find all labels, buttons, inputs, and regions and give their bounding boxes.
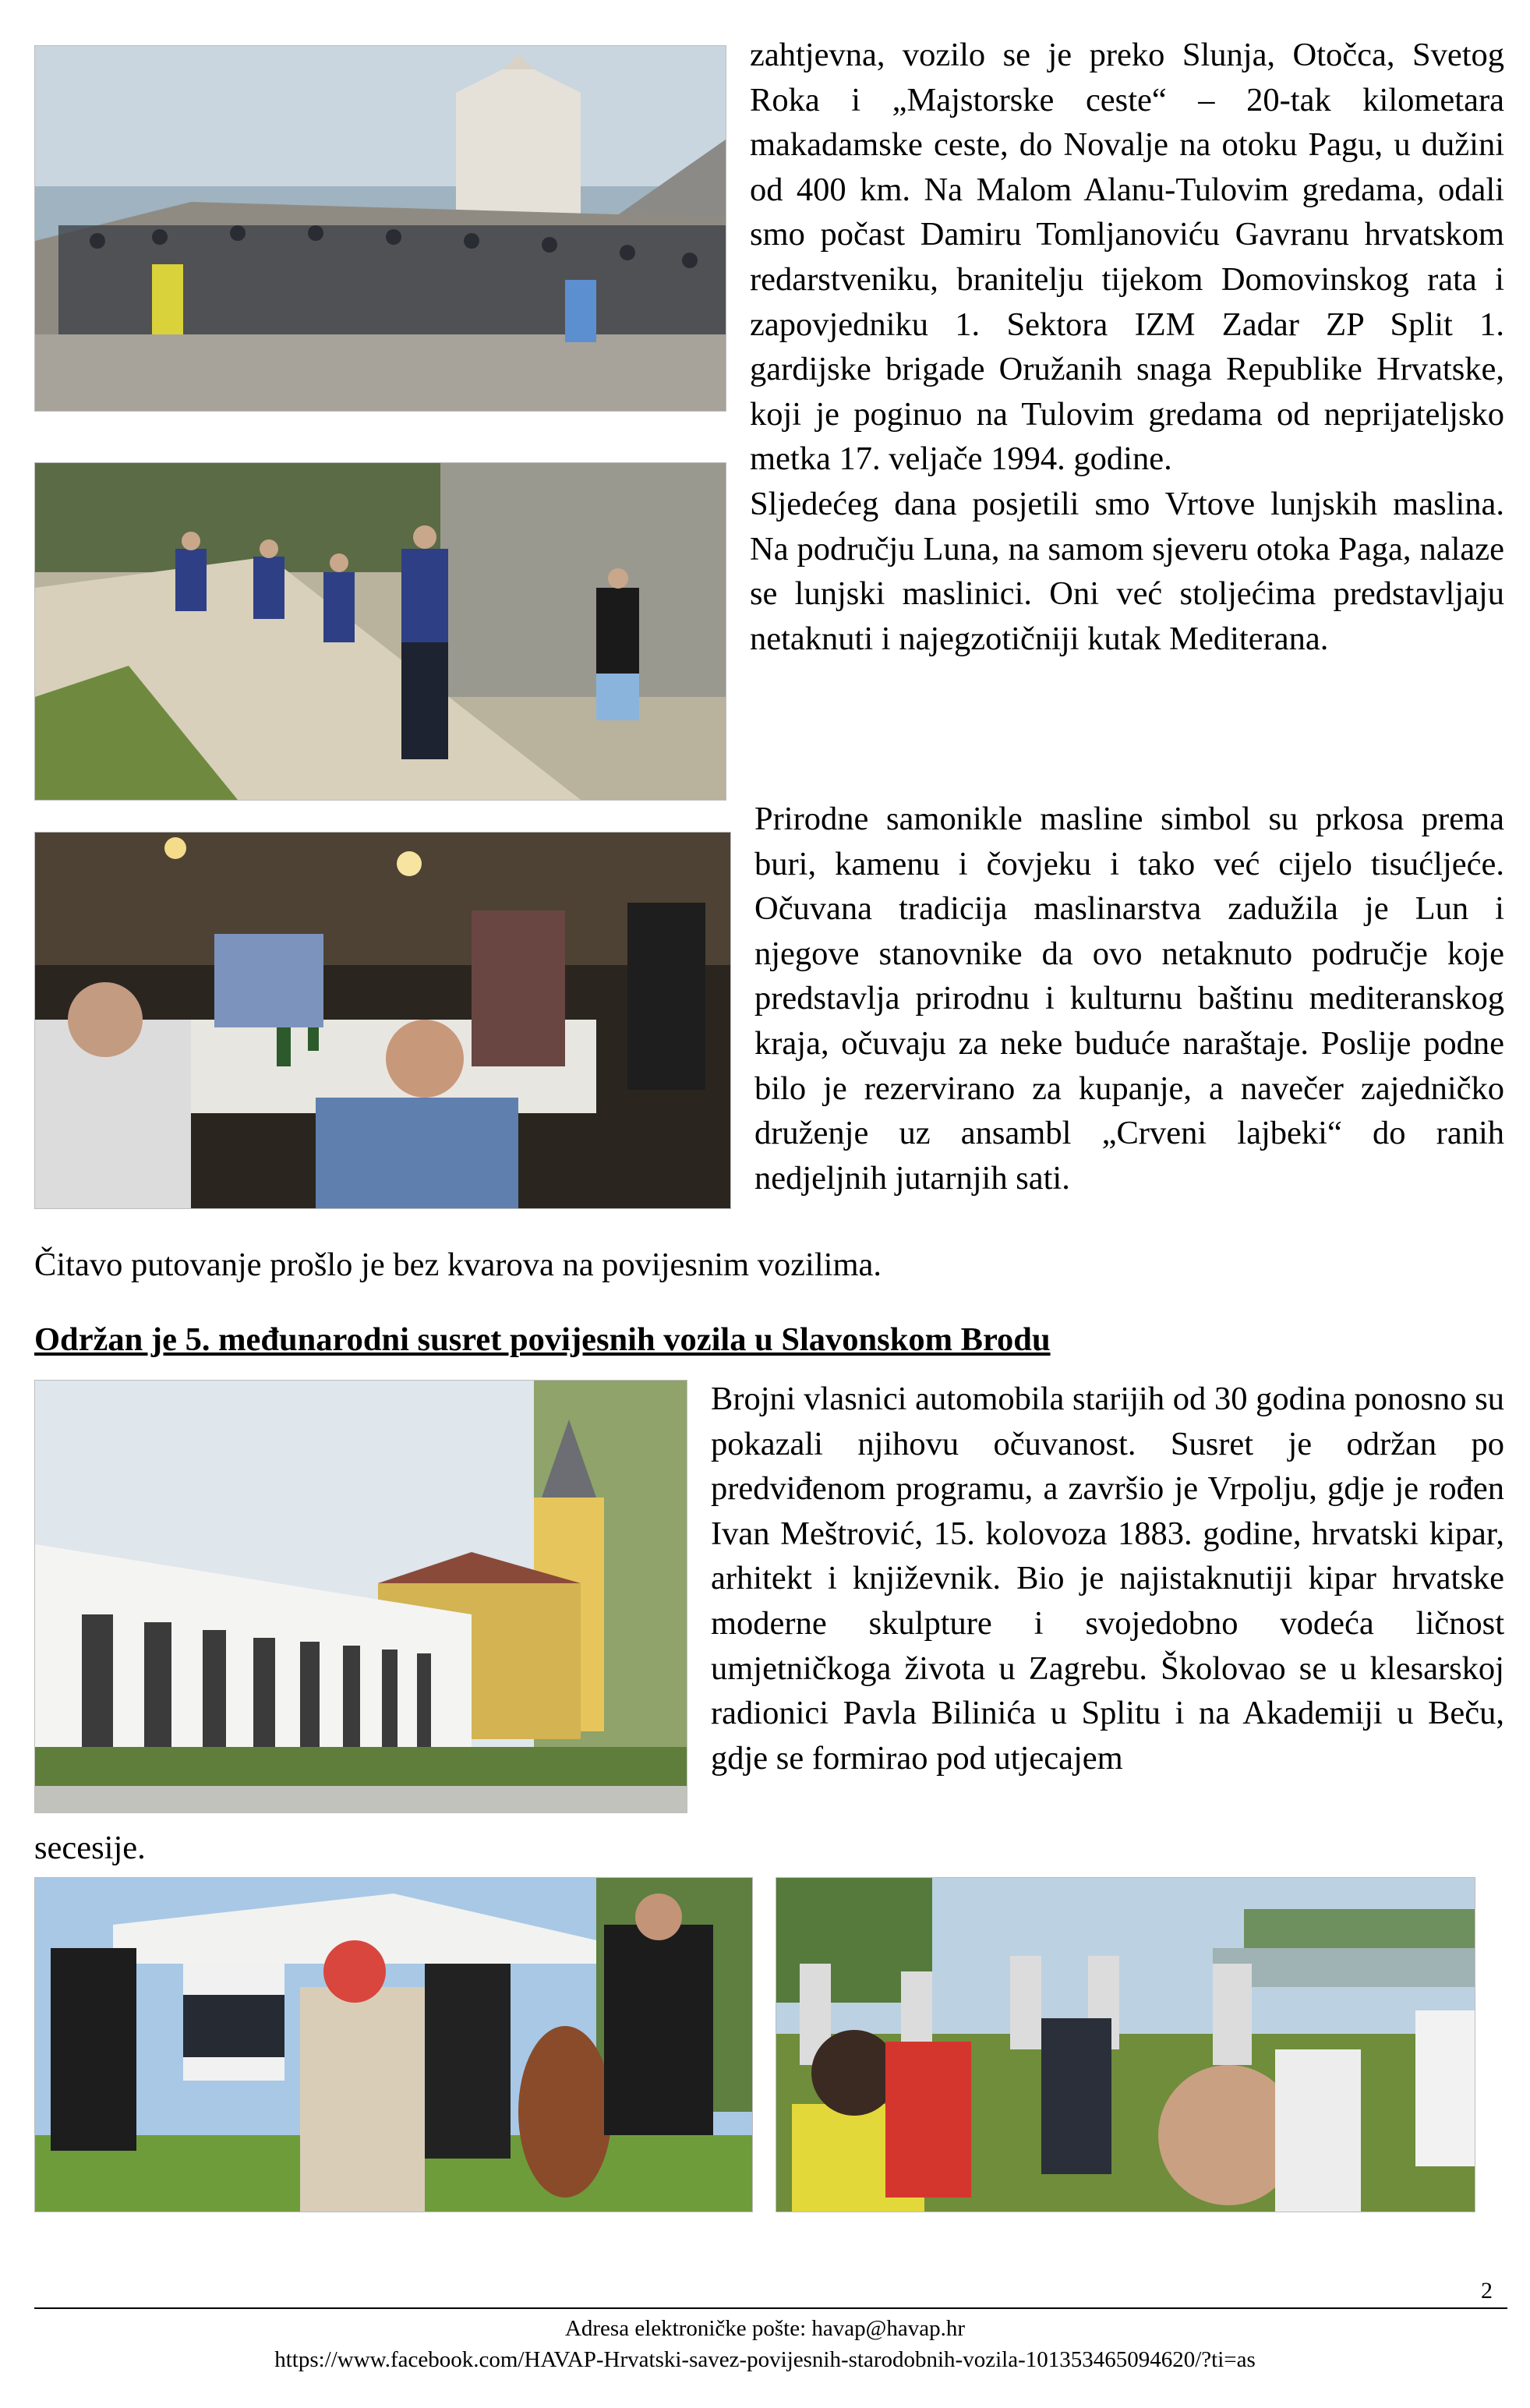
footer-divider [34,2307,1507,2309]
paragraph-olive-tradition: Prirodne samonikle masline simbol su prkosa prema buri, kamenu i čovjeku i tako već cijelo tisućljeće. Očuvana tradicija maslinarstva zadužila je Lun i njegove stanovnike da ovo netaknuto područje koje predstavlja prirodnu i kulturnu baštinu mediteranskog kraja, očuvaju za neke buduće naraštaje. Poslije podne bilo je rezervirano za kupanje, a navečer zajedničko druženje uz ansambl „Crveni lajbeki“ do ranih nedjeljnih jutarnjih sati. [754,801,1504,1197]
paragraph-route-and-memorial: zahtjevna, vozilo se je preko Slunja, Otočca, Svetog Roka i „Majstorske ceste“ – 20-tak kilometara makadamske ceste, do Novalje na otoku Pagu, u dužini od 400 km. Na Malom Alanu-Tulovim gredama, odali smo počast Damiru Tomljanoviću Gavranu hrvatskom redarstveniku, branitelju tijekom Domovinskog rata i zapovjedniku 1. Sektora IZM Zadar ZP Split 1. gardijske brigade Oružanih snaga Republike Hrvatske, koji je poginuo na Tulovim gredama od neprijateljsko metka 17. veljače 1994. godine. [750,37,1504,478]
photo-musicians [34,1877,753,2212]
paragraph-mestrovic-tail: secesije. [34,1830,146,1866]
article-text-upper [750,33,1504,661]
footer-email: Adresa elektroničke pošte: havap@havap.hr [564,2316,966,2341]
footer-facebook-link[interactable]: https://www.facebook.com/HAVAP-Hrvatski-savez-povijesnih-starodobnih-vozila-101353465094620/?ti=as [274,2347,1256,2372]
photo-memorial-and-church [34,1380,687,1813]
photo-crowd-by-river [776,1877,1475,2212]
section-heading-slavonski-brod: Održan je 5. međunarodni susret povijesnih vozila u Slavonskom Brodu [34,1321,1051,1358]
paragraph-mestrovic: Brojni vlasnici automobila starijih od 30 godina ponosno su pokazali njihovu očuvanost. Susret je održan po predviđenom programu, a završio je Vrpolju, gdje je rođen Ivan Meštrović, 15. kolovoza 1883. godine, hrvatski kipar, arhitekt i književnik. Bio je najistaknutiji kipar hrvatske moderne skulpture i svojedobno vodeća ličnost umjetničkoga života u Zagrebu. Školovao se u klesarskoj radionici Pavla Bilinića u Splitu i na Akademiji u Beču, gdje se formirao pod utjecajem [711,1381,1504,1777]
page-number: 2 [1481,2278,1493,2304]
article-text-middle [754,797,1504,1200]
photo-evening-gathering [34,832,731,1209]
photo-walk-on-path [34,462,726,801]
closing-sentence: Čitavo putovanje prošlo je bez kvarova na povijesnim vozilima. [34,1246,882,1283]
photo-group-at-chapel [34,45,726,412]
paragraph-lun-olives: Sljedećeg dana posjetili smo Vrtove lunjskih maslina. Na području Luna, na samom sjeveru otoka Paga, nalaze se lunjski maslinici. Oni već stoljećima predstavljaju netaknuti i najegzotičniji kutak Mediterana. [750,485,1504,657]
